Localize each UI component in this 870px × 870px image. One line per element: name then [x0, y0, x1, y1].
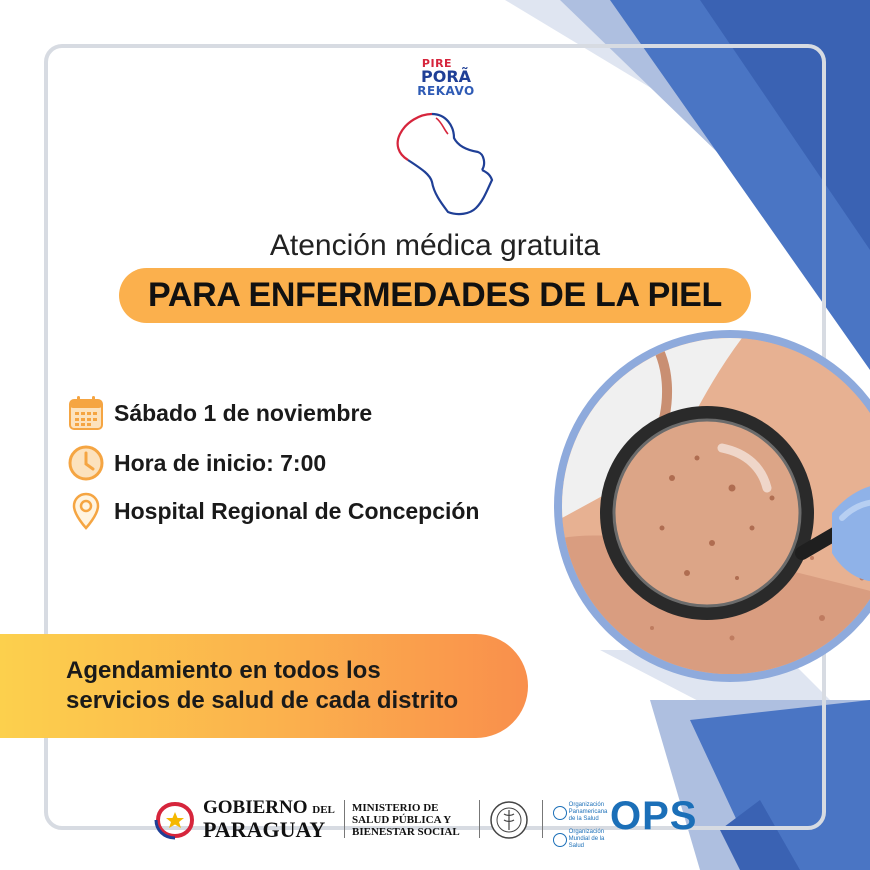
gobierno-paraguay-emblem	[152, 800, 198, 840]
pire-pora-rekavo-logo	[406, 58, 486, 97]
ops-mini-text-2: Organización Mundial de la Salud	[568, 829, 605, 849]
subtitle: Atención médica gratuita	[269, 229, 601, 262]
ministry-wordmark	[352, 802, 460, 838]
globe-icon	[553, 806, 567, 820]
gobierno-paraguay-wordmark	[203, 798, 335, 840]
del-word: DEL	[312, 804, 335, 816]
scheduling-line-2: servicios de salud de cada distrito	[66, 687, 459, 714]
headline: PARA ENFERMEDADES DE LA PIEL	[147, 276, 723, 314]
time-row	[66, 443, 326, 483]
clock-icon	[66, 443, 106, 483]
ops-small-logos	[553, 802, 609, 850]
location-row	[66, 491, 479, 531]
footer-divider	[479, 800, 480, 838]
ops-wordmark: OPS	[610, 794, 698, 838]
calendar-icon	[66, 393, 106, 433]
gobierno-word: GOBIERNO	[203, 797, 308, 818]
logo-line-2: PORÃ	[420, 67, 472, 86]
logo-line-3: REKAVO	[417, 84, 475, 98]
location-text: Hospital Regional de Concepción	[114, 497, 480, 524]
globe-icon	[553, 833, 567, 847]
time-text: Hora de inicio: 7:00	[114, 449, 327, 476]
footer-divider	[344, 800, 345, 838]
ops-mini-text-1: Organización Panamericana de la Salud	[568, 802, 608, 822]
logo-line-1: PIRE	[421, 57, 453, 70]
ministry-line-2: SALUD PÚBLICA Y	[352, 814, 452, 826]
ministry-line-1: MINISTERIO DE	[352, 802, 439, 814]
date-row	[66, 393, 372, 433]
magnifier-photo	[562, 338, 870, 674]
ministry-line-3: BIENESTAR SOCIAL	[352, 826, 460, 838]
date-text: Sábado 1 de noviembre	[114, 399, 373, 426]
scheduling-text	[66, 656, 458, 716]
scheduling-line-1: Agendamiento en todos los	[66, 657, 381, 684]
paraguay-word: PARAGUAY	[203, 817, 326, 842]
location-pin-icon	[66, 491, 106, 531]
ministry-seal-icon	[489, 800, 529, 840]
paraguay-map-outline	[392, 108, 502, 220]
footer-divider	[542, 800, 543, 838]
